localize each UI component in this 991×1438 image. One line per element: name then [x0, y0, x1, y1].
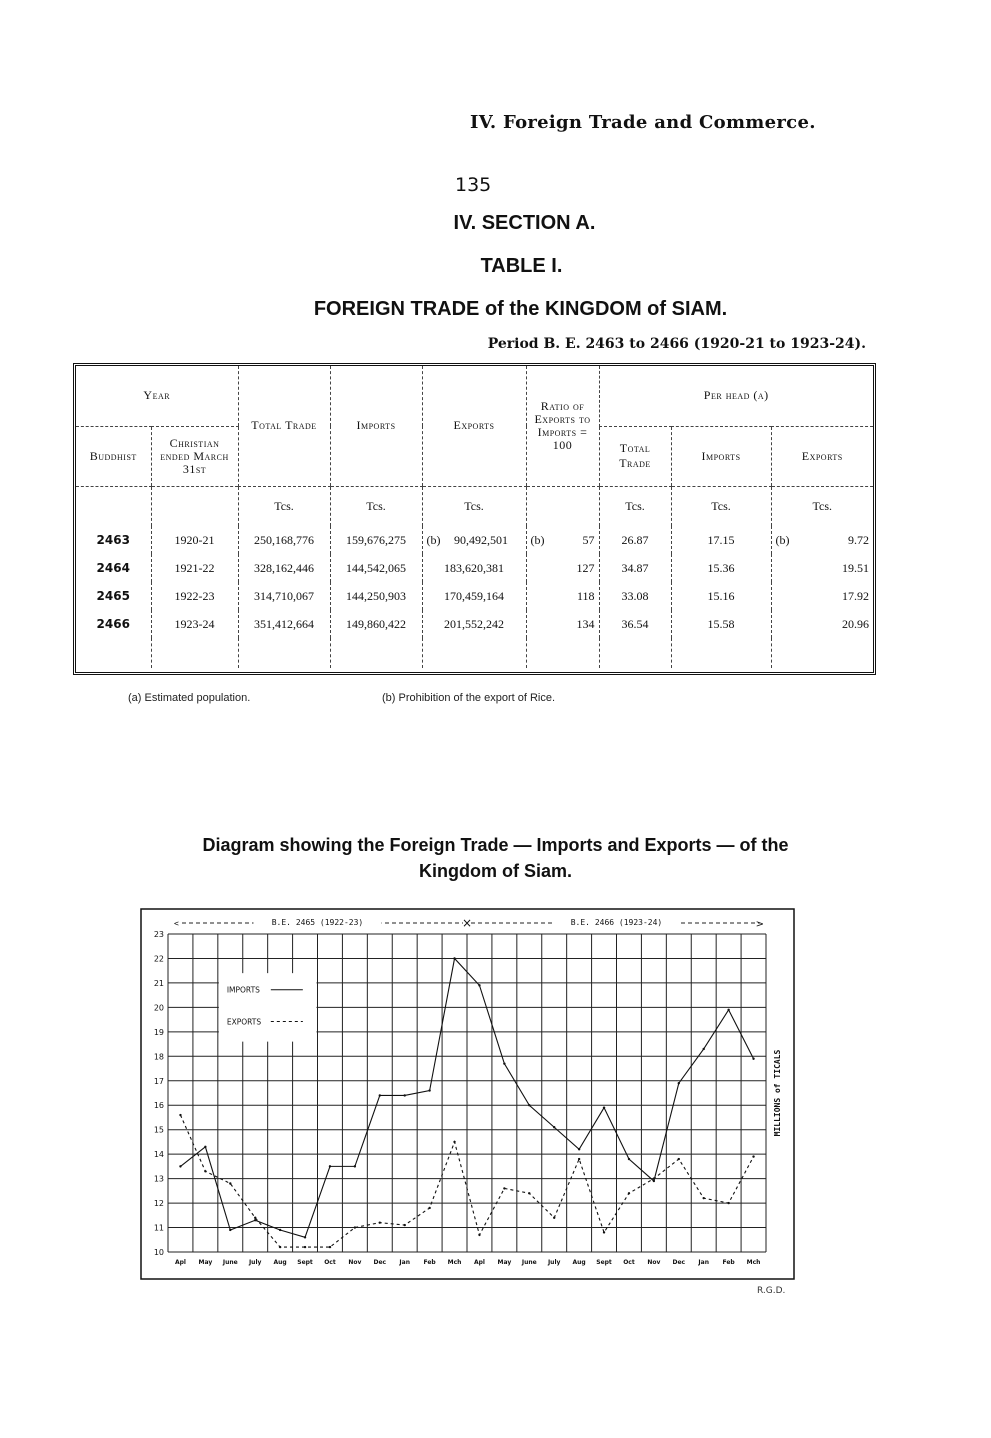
cell-value: 127 — [576, 560, 595, 575]
data-point-exports — [404, 1224, 406, 1226]
x-tick-label: Feb — [722, 1259, 735, 1266]
cell-imports — [330, 582, 422, 610]
y-tick-label: 16 — [153, 1101, 164, 1111]
cell-imports — [330, 554, 422, 582]
x-tick-label: Dec — [672, 1259, 686, 1266]
cell-value: 2464 — [96, 561, 130, 575]
cell-value: 144,542,065 — [346, 560, 406, 575]
cell-value: 15.36 — [707, 560, 735, 575]
cell-value: 2466 — [96, 617, 130, 631]
legend-box — [219, 973, 317, 1041]
x-tick-label: Feb — [423, 1259, 436, 1266]
diagram-title-line2: Kingdom of Siam. — [419, 861, 572, 881]
cell-note: (b) — [530, 532, 545, 547]
period-arrow-left: < — [174, 919, 179, 928]
data-point-imports — [329, 1165, 331, 1167]
col-year-header: Year — [76, 366, 238, 426]
cell-ph-imports — [671, 526, 771, 554]
cell-value: 328,162,446 — [254, 560, 314, 575]
cell-ph-imports — [671, 610, 771, 638]
unit-label: Tcs. — [671, 486, 771, 526]
data-point-exports — [428, 1207, 430, 1209]
cell-value: 19.51 — [842, 560, 869, 575]
y-tick-label: 22 — [153, 954, 164, 964]
y-axis-label: MILLIONS of TICALS — [773, 1049, 782, 1137]
cell-value: 17.92 — [842, 588, 869, 603]
y-tick-label: 14 — [153, 1150, 164, 1160]
cell-ph-total — [599, 582, 671, 610]
cell-total — [238, 526, 330, 554]
data-point-exports — [752, 1155, 754, 1157]
data-point-exports — [478, 1234, 480, 1236]
data-point-imports — [204, 1146, 206, 1148]
y-tick-label: 11 — [153, 1223, 164, 1233]
cell-total — [238, 582, 330, 610]
cell-value: 9.72 — [848, 532, 869, 547]
data-point-exports — [354, 1226, 356, 1228]
cell-buddhist — [76, 582, 151, 610]
x-tick-label: Dec — [373, 1259, 387, 1266]
legend-label-imports: IMPORTS — [226, 985, 260, 995]
cell-total — [238, 554, 330, 582]
y-tick-label: 17 — [153, 1076, 164, 1086]
data-point-exports — [603, 1231, 605, 1233]
cell-value: 1923-24 — [174, 616, 215, 631]
data-point-imports — [404, 1094, 406, 1096]
col-ph-total-header: Total Trade — [599, 426, 671, 486]
y-tick-label: 20 — [153, 1003, 164, 1013]
x-tick-label: Sept — [297, 1259, 313, 1266]
x-tick-label: July — [248, 1259, 262, 1266]
y-tick-label: 13 — [153, 1174, 164, 1184]
data-point-imports — [453, 957, 455, 959]
signature: R.G.D. — [757, 1286, 786, 1296]
data-point-exports — [553, 1217, 555, 1219]
cell-value: 1922-23 — [174, 588, 215, 603]
cell-ratio — [526, 526, 599, 554]
cell-value: 250,168,776 — [254, 532, 314, 547]
cell-value: 1920-21 — [174, 532, 215, 547]
x-tick-label: Oct — [623, 1259, 635, 1266]
cell-value: 2465 — [96, 589, 130, 603]
data-point-exports — [379, 1221, 381, 1223]
data-point-exports — [179, 1114, 181, 1116]
data-point-imports — [354, 1165, 356, 1167]
table-label: TABLE I. — [480, 255, 563, 277]
y-tick-label: 12 — [153, 1199, 164, 1209]
data-point-imports — [603, 1106, 605, 1108]
x-tick-label: June — [222, 1259, 238, 1266]
cell-ph-exports — [771, 554, 873, 582]
cell-note: (b) — [426, 532, 441, 547]
period-label: B.E. 2465 (1922-23) — [271, 918, 364, 927]
col-ph-exports-header: Exports — [771, 426, 873, 486]
cell-value: 144,250,903 — [346, 588, 406, 603]
cell-buddhist — [76, 526, 151, 554]
cell-value: 17.15 — [707, 532, 735, 547]
cell-value: 314,710,067 — [254, 588, 314, 603]
data-point-exports — [703, 1197, 705, 1199]
footnote-b: (b) Prohibition of the export of Rice. — [382, 692, 556, 704]
cell-value: 159,676,275 — [346, 532, 406, 547]
y-tick-label: 21 — [153, 978, 164, 988]
cell-christian — [151, 582, 238, 610]
data-point-exports — [329, 1246, 331, 1248]
cell-exports — [422, 582, 526, 610]
cell-value: 57 — [582, 532, 595, 547]
col-total-trade-header: Total Trade — [238, 366, 330, 486]
cell-ph-exports — [771, 526, 873, 554]
y-tick-label: 15 — [153, 1125, 164, 1135]
data-point-exports — [503, 1187, 505, 1189]
data-point-exports — [204, 1170, 206, 1172]
unit-label: Tcs. — [771, 486, 873, 526]
data-point-imports — [379, 1094, 381, 1096]
cell-value: 2463 — [96, 533, 130, 547]
col-per-head-header: Per head (a) — [599, 366, 873, 426]
data-point-imports — [478, 984, 480, 986]
cell-value: 36.54 — [621, 616, 649, 631]
data-point-exports — [628, 1192, 630, 1194]
cell-value: 351,412,664 — [254, 616, 314, 631]
data-point-imports — [179, 1165, 181, 1167]
x-tick-label: Nov — [348, 1259, 362, 1266]
period-divider-mark: × — [461, 916, 473, 930]
cell-ratio — [526, 582, 599, 610]
period-caption: Period B. E. 2463 to 2466 (1920-21 to 1923-24). — [487, 336, 866, 352]
cell-total — [238, 610, 330, 638]
cell-value: 20.96 — [842, 616, 869, 631]
x-tick-label: Jan — [399, 1259, 410, 1266]
data-point-imports — [653, 1180, 655, 1182]
x-tick-label: Aug — [572, 1259, 586, 1266]
cell-value: 90,492,501 — [454, 532, 508, 547]
legend-label-exports: EXPORTS — [226, 1017, 262, 1027]
unit-label: Tcs. — [238, 486, 330, 526]
table-row — [76, 582, 873, 610]
cell-value: 1921-22 — [174, 560, 215, 575]
data-point-exports — [279, 1246, 281, 1248]
cell-value: 15.58 — [707, 616, 735, 631]
y-tick-label: 23 — [153, 930, 164, 939]
data-point-exports — [254, 1217, 256, 1219]
x-tick-label: Sept — [596, 1259, 612, 1266]
cell-value: 170,459,164 — [444, 588, 504, 603]
cell-ph-exports — [771, 610, 873, 638]
cell-note: (b) — [775, 532, 790, 547]
cell-value: 201,552,242 — [444, 616, 504, 631]
cell-christian — [151, 554, 238, 582]
unit-label: Tcs. — [330, 486, 422, 526]
cell-value: 183,620,381 — [444, 560, 504, 575]
cell-ph-total — [599, 610, 671, 638]
cell-buddhist — [76, 610, 151, 638]
period-label: B.E. 2466 (1923-24) — [570, 918, 663, 927]
cell-buddhist — [76, 554, 151, 582]
cell-ph-imports — [671, 554, 771, 582]
data-point-imports — [703, 1048, 705, 1050]
trade-line-chart — [140, 908, 795, 1280]
page-number: 135 — [455, 174, 492, 196]
cell-value: 118 — [576, 588, 595, 603]
cell-ph-total — [599, 554, 671, 582]
cell-value: 26.87 — [621, 532, 649, 547]
unit-label: Tcs. — [422, 486, 526, 526]
data-point-imports — [727, 1009, 729, 1011]
running-title: IV. Foreign Trade and Commerce. — [470, 112, 816, 133]
cell-value: 134 — [576, 616, 595, 631]
data-point-exports — [727, 1202, 729, 1204]
data-point-imports — [628, 1158, 630, 1160]
x-tick-label: Mch — [447, 1259, 462, 1266]
cell-exports — [422, 610, 526, 638]
data-point-imports — [528, 1104, 530, 1106]
x-tick-label: Apl — [473, 1259, 485, 1266]
cell-ph-exports — [771, 582, 873, 610]
data-point-imports — [578, 1148, 580, 1150]
y-tick-label: 19 — [153, 1027, 164, 1037]
cell-exports — [422, 554, 526, 582]
col-christian-header: Christian ended March 31st — [151, 426, 238, 486]
col-ratio-header: Ratio of Exports to Imports = 100 — [526, 366, 599, 486]
cell-imports — [330, 610, 422, 638]
data-point-exports — [678, 1158, 680, 1160]
x-tick-label: May — [497, 1259, 512, 1266]
data-point-exports — [578, 1158, 580, 1160]
col-buddhist-header: Buddhist — [76, 426, 151, 486]
table-row — [76, 554, 873, 582]
y-tick-label: 18 — [153, 1052, 164, 1062]
cell-ratio — [526, 610, 599, 638]
x-tick-label: Aug — [273, 1259, 287, 1266]
data-point-imports — [304, 1236, 306, 1238]
x-tick-label: Mch — [746, 1259, 761, 1266]
cell-christian — [151, 610, 238, 638]
section-heading: IV. SECTION A. — [453, 212, 596, 234]
col-exports-header: Exports — [422, 366, 526, 486]
x-tick-label: Apl — [174, 1259, 186, 1266]
diagram-title-line1: Diagram showing the Foreign Trade — Imports and Exports — of the — [202, 835, 789, 855]
footnote-a: (a) Estimated population. — [128, 692, 251, 704]
unit-label: Tcs. — [599, 486, 671, 526]
data-point-exports — [304, 1246, 306, 1248]
cell-imports — [330, 526, 422, 554]
cell-value: 33.08 — [621, 588, 649, 603]
cell-value: 149,860,422 — [346, 616, 406, 631]
data-point-exports — [229, 1182, 231, 1184]
data-point-exports — [528, 1192, 530, 1194]
data-point-imports — [503, 1062, 505, 1064]
cell-christian — [151, 526, 238, 554]
data-point-exports — [453, 1141, 455, 1143]
table-row — [76, 526, 873, 554]
x-tick-label: Jan — [698, 1259, 709, 1266]
data-point-imports — [752, 1058, 754, 1060]
cell-value: 34.87 — [621, 560, 649, 575]
x-tick-label: June — [521, 1259, 537, 1266]
table-title: FOREIGN TRADE of the KINGDOM of SIAM. — [313, 298, 728, 320]
table-row — [76, 610, 873, 638]
foreign-trade-table — [73, 363, 876, 675]
data-point-imports — [678, 1082, 680, 1084]
period-arrow-right: > — [755, 919, 764, 930]
col-ph-imports-header: Imports — [671, 426, 771, 486]
diagram-title — [0, 832, 991, 884]
x-tick-label: July — [547, 1259, 561, 1266]
data-point-imports — [279, 1229, 281, 1231]
x-tick-label: Nov — [647, 1259, 661, 1266]
data-point-imports — [553, 1126, 555, 1128]
data-point-imports — [229, 1229, 231, 1231]
cell-exports — [422, 526, 526, 554]
data-point-imports — [428, 1089, 430, 1091]
x-tick-label: Oct — [324, 1259, 336, 1266]
col-imports-header: Imports — [330, 366, 422, 486]
x-tick-label: May — [198, 1259, 213, 1266]
cell-ratio — [526, 554, 599, 582]
cell-ph-total — [599, 526, 671, 554]
y-tick-label: 10 — [153, 1248, 164, 1257]
cell-ph-imports — [671, 582, 771, 610]
data-point-exports — [653, 1177, 655, 1179]
cell-value: 15.16 — [707, 588, 735, 603]
